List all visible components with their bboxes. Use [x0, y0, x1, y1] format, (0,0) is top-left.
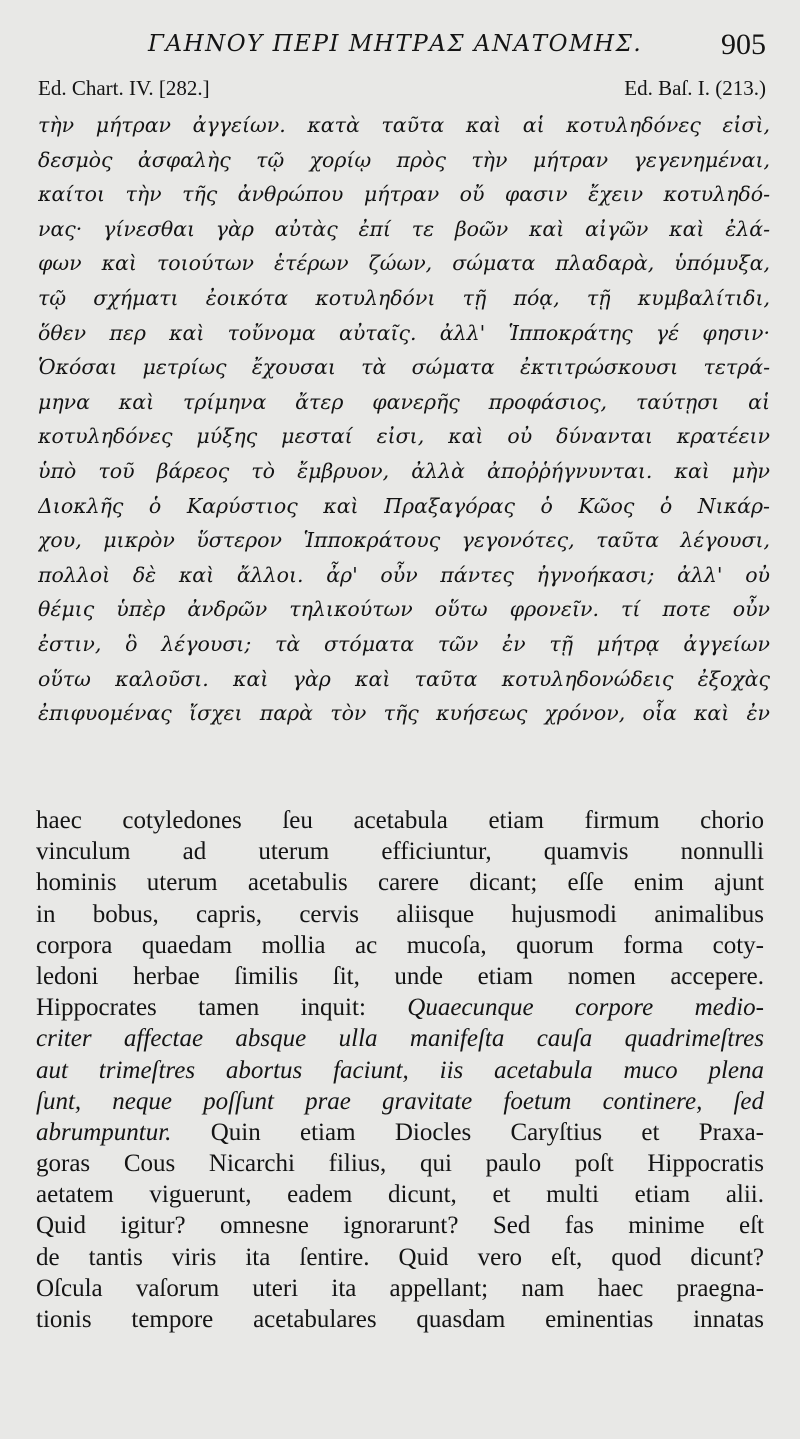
latin-text-line	[36, 836, 764, 867]
greek-text-line: οὕτω καλοῦσι. καὶ γὰρ καὶ ταῦτα κοτυληδονώδεις ἐξοχὰς	[38, 666, 770, 691]
greek-text-block	[38, 108, 770, 731]
running-head	[0, 28, 800, 68]
latin-text-line	[36, 1179, 764, 1210]
latin-text-line	[36, 1055, 764, 1086]
latin-text-line	[36, 1148, 764, 1179]
latin-text-line	[36, 1210, 764, 1241]
latin-text-segment: corpora quaedam mollia ac mucoſa, quorum forma coty-	[36, 931, 764, 959]
greek-text-line: Ὁκόσαι μετρίως ἔχουσαι τὰ σώματα ἐκτιτρώσκουσι τετρά-	[38, 355, 770, 380]
running-title: ΓΑΗΝΟΥ ΠΕΡΙ ΜΗΤΡΑΣ ΑΝΑΤΟΜΗΣ.	[148, 31, 643, 57]
greek-text-line: δεσμὸς ἀσφαλὴς τῷ χορίῳ πρὸς τὴν μήτραν γεγενημέναι,	[38, 147, 770, 172]
page-number: 905	[721, 28, 766, 61]
latin-text-line	[36, 899, 764, 930]
edition-chart-reference: Ed. Chart. IV. [282.]	[38, 76, 210, 100]
latin-italic-segment: Quaecunque corpore medio-	[407, 994, 764, 1022]
latin-text-segment: tionis tempore acetabulares quasdam eminentias innatas	[36, 1306, 764, 1333]
latin-text-line	[36, 1086, 764, 1117]
greek-text-line: φων καὶ τοιούτων ἑτέρων ζώων, σώματα πλαδαρὰ, ὑπόμυξα,	[38, 251, 770, 276]
latin-text-segment: Quid igitur? omnesne ignorarunt? Sed fas minime eſt	[36, 1212, 764, 1240]
latin-text-segment: Hippocrates tamen inquit:	[36, 994, 408, 1022]
greek-text-line: ὑπὸ τοῦ βάρεος τὸ ἔμβρυον, ἀλλὰ ἀποῤῥήγνυνται. καὶ μὴν	[38, 458, 770, 483]
latin-text-segment: haec cotyledones ſeu acetabula etiam firmum chorio	[36, 807, 764, 834]
greek-text-line: τῷ σχήματι ἐοικότα κοτυληδόνι τῇ πόᾳ, τῇ κυμβαλίτιδι,	[38, 285, 770, 310]
latin-text-segment: de tantis viris ita ſentire. Quid vero eſt, quod dicunt?	[36, 1243, 764, 1271]
greek-text-line: ἐστιν, ὃ λέγουσι; τὰ στόματα τῶν ἐν τῇ μήτρᾳ ἀγγείων	[38, 631, 770, 656]
latin-text-line	[36, 867, 764, 898]
latin-italic-segment: criter affectae absque ulla manifeſta cauſa quadrimeſtres	[36, 1025, 764, 1053]
greek-text-line: μηνα καὶ τρίμηνα ἄτερ φανερῆς προφάσιος, ταύτῃσι αἱ	[38, 389, 770, 414]
latin-text-segment: goras Cous Nicarchi filius, qui paulo poſt Hippocratis	[36, 1150, 764, 1178]
edition-reference-line	[38, 76, 766, 106]
latin-text-line	[36, 1242, 764, 1273]
latin-text-segment: Oſcula vaſorum uteri ita appellant; nam haec praegna-	[36, 1274, 764, 1302]
latin-text-line	[36, 1273, 764, 1304]
greek-text-line: καίτοι τὴν τῆς ἀνθρώπου μήτραν οὔ φασιν ἔχειν κοτυληδό-	[38, 182, 770, 207]
latin-text-segment: Quin etiam Diocles Caryſtius et Praxa-	[171, 1118, 764, 1146]
greek-text-line: τὴν μήτραν ἀγγείων. κατὰ ταῦτα καὶ αἱ κοτυληδόνες εἰσὶ,	[38, 113, 770, 137]
latin-text-line	[36, 1023, 764, 1054]
latin-italic-segment: ſunt, neque poſſunt prae gravitate foetum continere, ſed	[36, 1087, 764, 1115]
latin-text-segment: hominis uterum acetabulis carere dicant; eſſe enim ajunt	[36, 869, 764, 897]
latin-text-segment: ledoni herbae ſimilis ſit, unde etiam nomen accepere.	[36, 962, 764, 990]
latin-italic-segment: abrumpuntur.	[36, 1118, 172, 1146]
latin-text-line	[36, 1117, 764, 1148]
latin-text-segment: vinculum ad uterum efficiuntur, quamvis nonnulli	[36, 838, 764, 866]
latin-text-line	[36, 1304, 764, 1335]
greek-text-line: ὅθεν περ καὶ τοὔνομα αὐταῖς. ἀλλ' Ἱπποκράτης γέ φησιν·	[38, 320, 770, 345]
latin-text-line	[36, 992, 764, 1023]
greek-text-line: πολλοὶ δὲ καὶ ἄλλοι. ἆρ' οὖν πάντες ἠγνοήκασι; ἀλλ' οὐ	[38, 562, 770, 587]
greek-text-line: θέμις ὑπὲρ ἀνδρῶν τηλικούτων οὕτω φρονεῖν. τί ποτε οὖν	[38, 597, 770, 622]
greek-text-line: ἐπιφυομένας ἴσχει παρὰ τὸν τῆς κυήσεως χρόνον, οἷα καὶ ἐν	[38, 701, 770, 726]
latin-italic-segment: aut trimeſtres abortus faciunt, iis acetabula muco plena	[36, 1056, 764, 1084]
latin-text-segment: aetatem viguerunt, eadem dicunt, et multi etiam alii.	[36, 1181, 764, 1209]
latin-text-line	[36, 961, 764, 992]
greek-text-line: νας· γίνεσθαι γὰρ αὐτὰς ἐπί τε βοῶν καὶ αἰγῶν καὶ ἐλά-	[38, 216, 770, 241]
greek-text-line: κοτυληδόνες μύξης μεσταί εἰσι, καὶ οὐ δύνανται κρατέειν	[38, 424, 770, 449]
greek-text-line: Διοκλῆς ὁ Καρύστιος καὶ Πραξαγόρας ὁ Κῶος ὁ Νικάρ-	[38, 493, 770, 518]
latin-text-block	[36, 805, 764, 1335]
greek-text-line: χου, μικρὸν ὕστερον Ἱπποκράτους γεγονότες, ταῦτα λέγουσι,	[38, 528, 770, 553]
latin-text-line	[36, 930, 764, 961]
latin-text-segment: in bobus, capris, cervis aliisque hujusmodi animalibus	[36, 900, 764, 928]
latin-text-line	[36, 805, 764, 836]
edition-basel-reference: Ed. Baſ. I. (213.)	[624, 76, 766, 100]
